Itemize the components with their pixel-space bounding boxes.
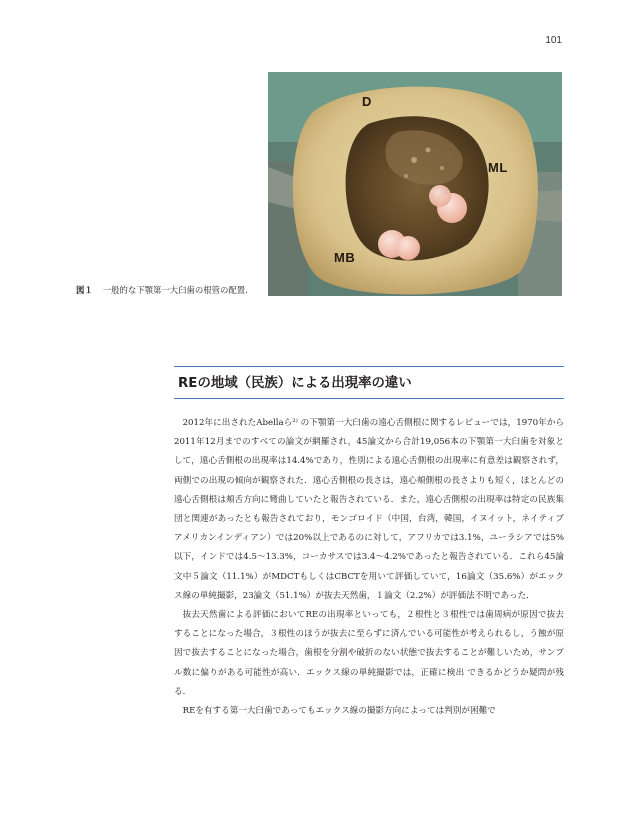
label-ml: ML <box>488 160 508 175</box>
page-number: 101 <box>545 35 562 46</box>
paragraph: 抜去天然歯による評価においてREの出現率といっても，２根性と３根性では歯周病が原因で抜去することになった場合，３根性のほうが抜去に至らずに済んでいる可能性が考えられるし，う蝕が原因で抜去することになった場合，歯根を分割や破折のない状態で抜去することが難しいため，サンプル数に偏りがある可能性が高い．エックス線の単純撮影では，正確に検出 できるかどうか疑問が残る． <box>174 610 564 697</box>
figure-caption-text: 一般的な下顎第一大臼歯の根管の配置. <box>102 285 248 295</box>
figure-number: 図１ <box>76 285 93 295</box>
section-heading: REの地域（民族）による出現率の違い <box>178 376 412 391</box>
paragraph: REを有する第一大臼歯であってもエックス線の撮影方向によっては判別が困難で <box>182 706 496 717</box>
section-rule-bottom <box>174 398 564 399</box>
section-rule-top <box>174 366 564 367</box>
figure-caption <box>76 284 248 296</box>
label-mb: MB <box>334 250 356 265</box>
body-text <box>174 414 564 721</box>
label-d: D <box>362 94 372 109</box>
root-canal-photo <box>268 72 562 296</box>
paragraph: 2012年に出されたAbellaら²⁾ の下顎第一大臼歯の遠心舌側根に関するレビューでは，1970年から2011年12月までのすべての論文が網羅され，45論文から合計19,056本の下顎第一大臼歯を対象として，遠心舌側根の出現率は14.4%であり，性別による遠心舌側根の出現率に有意差は観察されず，両側での出現の傾向が観察された．遠心舌側根の長さは，遠心頬側根の長さよりも短く，ほとんどの遠心舌側根は頬舌方向に彎曲していたと報告されている．また，遠心舌側根の出現率は特定の民族集団と関連があったとも報告されており，モンゴロイド（中国，台湾，韓国，イヌイット，ネイティブアメリカンインディアン）では20%以上であるのに対して，アフリカでは3.1%，ユーラシアでは5%以下，インドでは4.5〜13.3%，コーカサスでは3.4〜4.2%であったと報告されている．これら45論文中５論文（11.1%）がMDCTもしくはCBCTを用いて評価していて，16論文（35.6%）がエックス線の単純撮影，23論文（51.1%）が抜去天然歯，１論文（2.2%）が評価法不明であった． <box>174 418 564 601</box>
